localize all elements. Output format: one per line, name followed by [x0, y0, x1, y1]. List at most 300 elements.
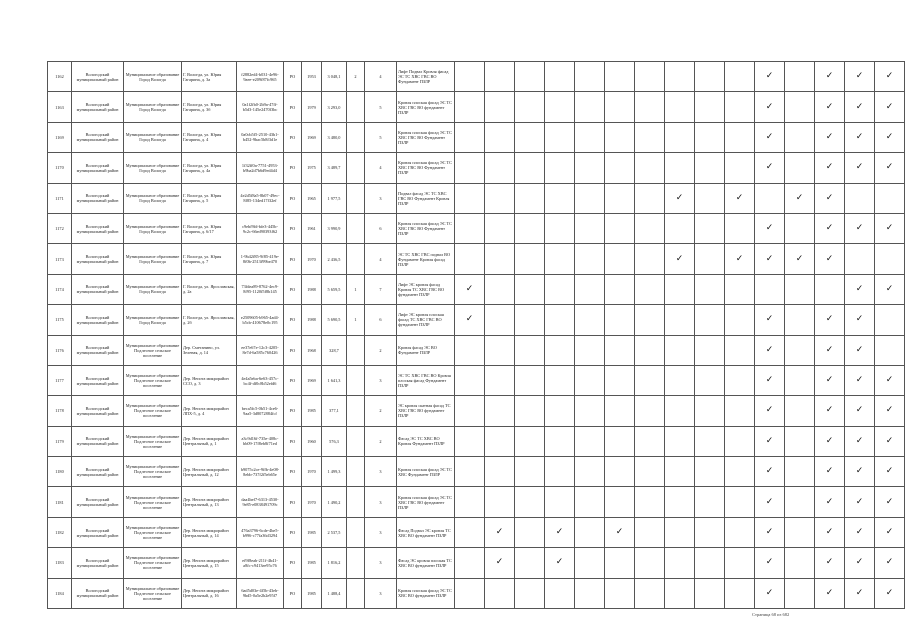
- checkmark-icon: ✓: [875, 62, 905, 92]
- empty-check-cell: [785, 578, 815, 608]
- checkmark-icon: ✓: [845, 426, 875, 456]
- entrance-count-cell: 2: [365, 426, 397, 456]
- row-number: 1176: [48, 335, 72, 365]
- fias-code-cell: beca5fc5-0b51-4ce6-9aa5-3d8072884fcf: [237, 396, 284, 426]
- empty-check-cell: [665, 487, 695, 517]
- empty-check-cell: [815, 274, 845, 304]
- checkmark-icon: ✓: [785, 244, 815, 274]
- empty-check-cell: [485, 274, 515, 304]
- ownership-cell: РО: [284, 122, 302, 152]
- fias-code-cell: ef9f8eab-211f-4b41-a8fc-c9413ee95c76: [237, 548, 284, 578]
- empty-check-cell: [575, 153, 605, 183]
- ownership-cell: РО: [284, 274, 302, 304]
- address-cell: Г. Вологда, ул. Ярославская, д. 2а: [182, 274, 237, 304]
- entrance-count-cell: 3: [365, 365, 397, 395]
- entrance-count-cell: 3: [365, 183, 397, 213]
- empty-check-cell: [785, 335, 815, 365]
- settlement-cell: Муниципальное образование Город Вологда: [124, 183, 182, 213]
- empty-check-cell: [605, 487, 635, 517]
- empty-check-cell: [665, 365, 695, 395]
- empty-check-cell: [725, 153, 755, 183]
- empty-check-cell: [725, 62, 755, 92]
- empty-check-cell: [485, 457, 515, 487]
- empty-check-cell: [575, 426, 605, 456]
- empty-check-cell: [785, 457, 815, 487]
- year-cell: 1969: [302, 365, 322, 395]
- address-cell: Дер. Непота микрорайон ССО, д. 3: [182, 365, 237, 395]
- lift-count-cell: [347, 548, 365, 578]
- empty-check-cell: [695, 274, 725, 304]
- empty-check-cell: [545, 578, 575, 608]
- checkmark-icon: ✓: [875, 548, 905, 578]
- empty-check-cell: [635, 305, 665, 335]
- empty-check-cell: [695, 153, 725, 183]
- entrance-count-cell: 3: [365, 487, 397, 517]
- checkmark-icon: ✓: [755, 457, 785, 487]
- empty-check-cell: [695, 548, 725, 578]
- empty-check-cell: [605, 122, 635, 152]
- fias-code-cell: a3c9d16f-735e-408c-bb09-17f8eb8f71ed: [237, 426, 284, 456]
- empty-check-cell: [785, 153, 815, 183]
- checkmark-icon: ✓: [755, 92, 785, 122]
- checkmark-icon: ✓: [815, 244, 845, 274]
- entrance-count-cell: 7: [365, 274, 397, 304]
- empty-check-cell: [605, 396, 635, 426]
- works-list-cell: Кровля плоская фасад ЭС ТС ХВС ГВС ВО Фундамент ПЗЛР: [397, 122, 455, 152]
- empty-check-cell: [455, 578, 485, 608]
- empty-check-cell: [785, 396, 815, 426]
- fias-code-cell: 476a3796-6cde-4be5-b996-c77fa36d3294: [237, 517, 284, 547]
- empty-check-cell: [665, 517, 695, 547]
- fias-code-cell: b9075c2ce-9ffb-4e08-8ebb-737f2f5eb65e: [237, 457, 284, 487]
- district-cell: Вологодский муниципальный район: [72, 183, 124, 213]
- empty-check-cell: [575, 213, 605, 243]
- settlement-cell: Муниципальное образование Город Вологда: [124, 62, 182, 92]
- checkmark-icon: ✓: [815, 517, 845, 547]
- empty-check-cell: [545, 153, 575, 183]
- district-cell: Вологодский муниципальный район: [72, 578, 124, 608]
- year-cell: 1970: [302, 457, 322, 487]
- empty-check-cell: [485, 153, 515, 183]
- empty-check-cell: [485, 305, 515, 335]
- checkmark-icon: ✓: [815, 62, 845, 92]
- district-cell: Вологодский муниципальный район: [72, 457, 124, 487]
- settlement-cell: Муниципальное образование Подлесное сельское поселение: [124, 487, 182, 517]
- empty-check-cell: [635, 213, 665, 243]
- table-row: [48, 335, 905, 365]
- empty-check-cell: [605, 183, 635, 213]
- empty-check-cell: [725, 365, 755, 395]
- empty-check-cell: [665, 213, 695, 243]
- checkmark-icon: ✓: [845, 92, 875, 122]
- empty-check-cell: [515, 153, 545, 183]
- year-cell: 1985: [302, 396, 322, 426]
- empty-check-cell: [455, 487, 485, 517]
- district-cell: Вологодский муниципальный район: [72, 122, 124, 152]
- table-row: [48, 426, 905, 456]
- empty-check-cell: [695, 62, 725, 92]
- entrance-count-cell: 5: [365, 92, 397, 122]
- checkmark-icon: ✓: [815, 578, 845, 608]
- empty-check-cell: [605, 213, 635, 243]
- empty-check-cell: [515, 274, 545, 304]
- empty-check-cell: [515, 213, 545, 243]
- empty-check-cell: [635, 244, 665, 274]
- settlement-cell: Муниципальное образование Подлесное сельское поселение: [124, 578, 182, 608]
- checkmark-icon: ✓: [725, 183, 755, 213]
- ownership-cell: РО: [284, 62, 302, 92]
- empty-check-cell: [725, 517, 755, 547]
- ownership-cell: РО: [284, 244, 302, 274]
- checkmark-icon: ✓: [815, 335, 845, 365]
- settlement-cell: Муниципальное образование Подлесное сельское поселение: [124, 365, 182, 395]
- table-row: [48, 457, 905, 487]
- empty-check-cell: [665, 426, 695, 456]
- empty-check-cell: [545, 426, 575, 456]
- empty-check-cell: [785, 122, 815, 152]
- empty-check-cell: [455, 62, 485, 92]
- lift-count-cell: [347, 396, 365, 426]
- lift-count-cell: [347, 578, 365, 608]
- works-list-cell: ЭС ТС ХВС ГВС ВО Кровля плоская фасад Фундамент ПЗЛР: [397, 365, 455, 395]
- settlement-cell: Муниципальное образование Подлесное сельское поселение: [124, 517, 182, 547]
- table-row: [48, 305, 905, 335]
- empty-check-cell: [695, 213, 725, 243]
- works-list-cell: Подвал фасад ЭС ТС ХВС ГВС ВО Фундамент Кровля ПЗЛР: [397, 183, 455, 213]
- checkmark-icon: ✓: [755, 122, 785, 152]
- checkmark-icon: ✓: [815, 548, 845, 578]
- empty-check-cell: [725, 274, 755, 304]
- checkmark-icon: ✓: [875, 426, 905, 456]
- entrance-count-cell: 4: [365, 153, 397, 183]
- empty-check-cell: [515, 517, 545, 547]
- settlement-cell: Муниципальное образование Город Вологда: [124, 305, 182, 335]
- row-number: 1183: [48, 548, 72, 578]
- fias-code-cell: 1-9b42f85-9f85-419e-8f0b-2513f99be470: [237, 244, 284, 274]
- empty-check-cell: [545, 457, 575, 487]
- entrance-count-cell: 4: [365, 62, 397, 92]
- empty-check-cell: [485, 426, 515, 456]
- empty-check-cell: [605, 92, 635, 122]
- ownership-cell: РО: [284, 487, 302, 517]
- ownership-cell: РО: [284, 92, 302, 122]
- row-number: 1175: [48, 305, 72, 335]
- empty-check-cell: [455, 426, 485, 456]
- empty-check-cell: [575, 487, 605, 517]
- checkmark-icon: ✓: [455, 274, 485, 304]
- entrance-count-cell: 3: [365, 578, 397, 608]
- entrance-count-cell: 4: [365, 244, 397, 274]
- empty-check-cell: [725, 213, 755, 243]
- empty-check-cell: [575, 396, 605, 426]
- empty-check-cell: [515, 183, 545, 213]
- empty-check-cell: [455, 548, 485, 578]
- area-cell: 377,1: [322, 396, 347, 426]
- row-number: 1178: [48, 396, 72, 426]
- empty-check-cell: [545, 183, 575, 213]
- area-cell: 3 293,0: [322, 92, 347, 122]
- area-cell: 3 990,9: [322, 213, 347, 243]
- row-number: 1170: [48, 153, 72, 183]
- settlement-cell: Муниципальное образование Город Вологда: [124, 213, 182, 243]
- empty-check-cell: [665, 578, 695, 608]
- empty-check-cell: [515, 122, 545, 152]
- ownership-cell: РО: [284, 548, 302, 578]
- empty-check-cell: [785, 517, 815, 547]
- empty-check-cell: [695, 517, 725, 547]
- empty-check-cell: [545, 396, 575, 426]
- lift-count-cell: [347, 517, 365, 547]
- empty-check-cell: [755, 274, 785, 304]
- entrance-count-cell: 2: [365, 335, 397, 365]
- empty-check-cell: [635, 517, 665, 547]
- table-row: [48, 517, 905, 547]
- empty-check-cell: [605, 274, 635, 304]
- address-cell: Дер. Непота микрорайон Центральный, д. 15: [182, 548, 237, 578]
- checkmark-icon: ✓: [755, 517, 785, 547]
- empty-check-cell: [635, 457, 665, 487]
- empty-check-cell: [755, 183, 785, 213]
- empty-check-cell: [725, 578, 755, 608]
- ownership-cell: РО: [284, 183, 302, 213]
- empty-check-cell: [695, 487, 725, 517]
- checkmark-icon: ✓: [755, 548, 785, 578]
- checkmark-icon: ✓: [815, 122, 845, 152]
- empty-check-cell: [515, 92, 545, 122]
- area-cell: 1 816,2: [322, 548, 347, 578]
- empty-check-cell: [665, 335, 695, 365]
- empty-check-cell: [785, 426, 815, 456]
- checkmark-icon: ✓: [845, 305, 875, 335]
- checkmark-icon: ✓: [755, 365, 785, 395]
- table-row: [48, 153, 905, 183]
- year-cell: 1988: [302, 305, 322, 335]
- area-cell: 3 480,0: [322, 122, 347, 152]
- empty-check-cell: [515, 487, 545, 517]
- address-cell: Г. Вологда, ул. Юрия Гагарина, д. 3а: [182, 62, 237, 92]
- table-row: [48, 578, 905, 608]
- address-cell: Г. Вологда, ул. Юрия Гагарина, д. 4а: [182, 153, 237, 183]
- empty-check-cell: [485, 92, 515, 122]
- checkmark-icon: ✓: [665, 183, 695, 213]
- checkmark-icon: ✓: [845, 487, 875, 517]
- checkmark-icon: ✓: [875, 274, 905, 304]
- empty-check-cell: [725, 122, 755, 152]
- district-cell: Вологодский муниципальный район: [72, 153, 124, 183]
- row-number: 1163: [48, 92, 72, 122]
- empty-check-cell: [785, 213, 815, 243]
- entrance-count-cell: 3: [365, 548, 397, 578]
- works-list-cell: Лифт ЭС кровля фасад Кровля ТС ХВС ГВС ВО фундамент ПЗЛР: [397, 274, 455, 304]
- empty-check-cell: [515, 548, 545, 578]
- empty-check-cell: [515, 426, 545, 456]
- lift-count-cell: [347, 213, 365, 243]
- empty-check-cell: [545, 122, 575, 152]
- fias-code-cell: 1f32ff0a-7751-4953-b9ba2d7b6d9ed4d4: [237, 153, 284, 183]
- empty-check-cell: [455, 92, 485, 122]
- empty-check-cell: [575, 457, 605, 487]
- works-list-cell: Кровля плоская фасад ЭС ТС ХВС ГВС ВО Фундамент ПЗЛР: [397, 213, 455, 243]
- district-cell: Вологодский муниципальный район: [72, 213, 124, 243]
- empty-check-cell: [635, 92, 665, 122]
- checkmark-icon: ✓: [815, 396, 845, 426]
- empty-check-cell: [725, 457, 755, 487]
- address-cell: Дер. Сметанино, ул. Зеленая, д. 14: [182, 335, 237, 365]
- empty-check-cell: [785, 487, 815, 517]
- area-cell: 576,3: [322, 426, 347, 456]
- empty-check-cell: [485, 396, 515, 426]
- empty-check-cell: [605, 365, 635, 395]
- checkmark-icon: ✓: [875, 153, 905, 183]
- area-cell: 3 489,7: [322, 153, 347, 183]
- empty-check-cell: [635, 396, 665, 426]
- district-cell: Вологодский муниципальный район: [72, 335, 124, 365]
- checkmark-icon: ✓: [875, 487, 905, 517]
- address-cell: Г. Вологда, ул. Юрия Гагарина, д. 6/17: [182, 213, 237, 243]
- empty-check-cell: [515, 365, 545, 395]
- empty-check-cell: [455, 213, 485, 243]
- empty-check-cell: [725, 396, 755, 426]
- district-cell: Вологодский муниципальный район: [72, 517, 124, 547]
- checkmark-icon: ✓: [875, 365, 905, 395]
- settlement-cell: Муниципальное образование Подлесное сельское поселение: [124, 426, 182, 456]
- register-table: [47, 61, 905, 609]
- checkmark-icon: ✓: [755, 578, 785, 608]
- checkmark-icon: ✓: [875, 122, 905, 152]
- empty-check-cell: [515, 62, 545, 92]
- empty-check-cell: [605, 305, 635, 335]
- area-cell: 5 690,5: [322, 305, 347, 335]
- works-list-cell: Кровля плоская фасад ЭС ТС ХВС ГВС ВО фундамент ПЗЛР: [397, 487, 455, 517]
- empty-check-cell: [785, 548, 815, 578]
- year-cell: 1985: [302, 548, 322, 578]
- empty-check-cell: [635, 122, 665, 152]
- empty-check-cell: [575, 335, 605, 365]
- checkmark-icon: ✓: [545, 517, 575, 547]
- empty-check-cell: [695, 305, 725, 335]
- checkmark-icon: ✓: [785, 183, 815, 213]
- empty-check-cell: [785, 305, 815, 335]
- empty-check-cell: [635, 62, 665, 92]
- empty-check-cell: [575, 274, 605, 304]
- empty-check-cell: [545, 487, 575, 517]
- ownership-cell: РО: [284, 578, 302, 608]
- fias-code-cell: e2509605-b965-4ad4-b5cb-410678e0c195: [237, 305, 284, 335]
- area-cell: 1 490,2: [322, 487, 347, 517]
- lift-count-cell: [347, 183, 365, 213]
- address-cell: Г. Вологда, ул. Юрия Гагарина, д. 7: [182, 244, 237, 274]
- lift-count-cell: [347, 122, 365, 152]
- lift-count-cell: [347, 487, 365, 517]
- checkmark-icon: ✓: [755, 62, 785, 92]
- empty-check-cell: [875, 305, 905, 335]
- table-row: [48, 92, 905, 122]
- empty-check-cell: [545, 62, 575, 92]
- address-cell: Дер. Непота микрорайон ЛПХ-5, д. 4: [182, 396, 237, 426]
- row-number: 1162: [48, 62, 72, 92]
- empty-check-cell: [485, 122, 515, 152]
- empty-check-cell: [485, 183, 515, 213]
- area-cell: 1 488,4: [322, 578, 347, 608]
- fias-code-cell: 4e2d5f8a5-8b07-49ec-8f85-134ed17f32ef: [237, 183, 284, 213]
- entrance-count-cell: 3: [365, 457, 397, 487]
- empty-check-cell: [605, 335, 635, 365]
- empty-check-cell: [605, 578, 635, 608]
- year-cell: 1988: [302, 274, 322, 304]
- row-number: 1169: [48, 122, 72, 152]
- ownership-cell: РО: [284, 517, 302, 547]
- fias-code-cell: 0a0cb5f5-2510-43b1-b452-9bac5b8f3d1e: [237, 122, 284, 152]
- table-row: [48, 396, 905, 426]
- empty-check-cell: [665, 305, 695, 335]
- entrance-count-cell: 3: [365, 517, 397, 547]
- empty-check-cell: [695, 244, 725, 274]
- checkmark-icon: ✓: [845, 365, 875, 395]
- works-list-cell: Кровля фасад ЭС ВО Фундамент ПЗЛР: [397, 335, 455, 365]
- checkmark-icon: ✓: [545, 548, 575, 578]
- empty-check-cell: [545, 274, 575, 304]
- table-row: [48, 213, 905, 243]
- table-row: [48, 122, 905, 152]
- district-cell: Вологодский муниципальный район: [72, 244, 124, 274]
- checkmark-icon: ✓: [875, 396, 905, 426]
- checkmark-icon: ✓: [875, 517, 905, 547]
- year-cell: 1985: [302, 578, 322, 608]
- empty-check-cell: [725, 548, 755, 578]
- year-cell: 1969: [302, 122, 322, 152]
- year-cell: 1975: [302, 153, 322, 183]
- row-number: 1181: [48, 487, 72, 517]
- checkmark-icon: ✓: [815, 153, 845, 183]
- works-list-cell: Лифт ЭС кровля плоская фасад ТС ХВС ГВС ВО фундамент ПЗЛР: [397, 305, 455, 335]
- empty-check-cell: [575, 548, 605, 578]
- empty-check-cell: [605, 153, 635, 183]
- empty-check-cell: [695, 365, 725, 395]
- empty-check-cell: [665, 153, 695, 183]
- page-footer: Страница 68 из 682: [752, 612, 790, 617]
- row-number: 1172: [48, 213, 72, 243]
- works-list-cell: Фасад ЭС ТС ХВС ВО Кровля Фундамент ПЗЛР: [397, 426, 455, 456]
- checkmark-icon: ✓: [875, 213, 905, 243]
- empty-check-cell: [635, 365, 665, 395]
- empty-check-cell: [665, 457, 695, 487]
- ownership-cell: РО: [284, 396, 302, 426]
- empty-check-cell: [575, 517, 605, 547]
- ownership-cell: РО: [284, 457, 302, 487]
- checkmark-icon: ✓: [485, 548, 515, 578]
- row-number: 1173: [48, 244, 72, 274]
- empty-check-cell: [665, 548, 695, 578]
- checkmark-icon: ✓: [845, 62, 875, 92]
- empty-check-cell: [545, 335, 575, 365]
- ownership-cell: РО: [284, 153, 302, 183]
- area-cell: 1 977,5: [322, 183, 347, 213]
- fias-code-cell: 73fdea89-8762-4ec9-8f95-1120f5f8b145: [237, 274, 284, 304]
- district-cell: Вологодский муниципальный район: [72, 396, 124, 426]
- district-cell: Вологодский муниципальный район: [72, 487, 124, 517]
- empty-check-cell: [725, 335, 755, 365]
- settlement-cell: Муниципальное образование Город Вологда: [124, 92, 182, 122]
- empty-check-cell: [605, 426, 635, 456]
- empty-check-cell: [455, 153, 485, 183]
- fias-code-cell: daa4bef7-6313-4530-9e85-e0838491709c: [237, 487, 284, 517]
- works-list-cell: Лифт Подвал Кровля фасад ЭС ТС ХВС ГВС ВО Фундамент ПЗЛР: [397, 62, 455, 92]
- checkmark-icon: ✓: [815, 183, 845, 213]
- district-cell: Вологодский муниципальный район: [72, 365, 124, 395]
- empty-check-cell: [545, 244, 575, 274]
- empty-check-cell: [635, 274, 665, 304]
- empty-check-cell: [785, 92, 815, 122]
